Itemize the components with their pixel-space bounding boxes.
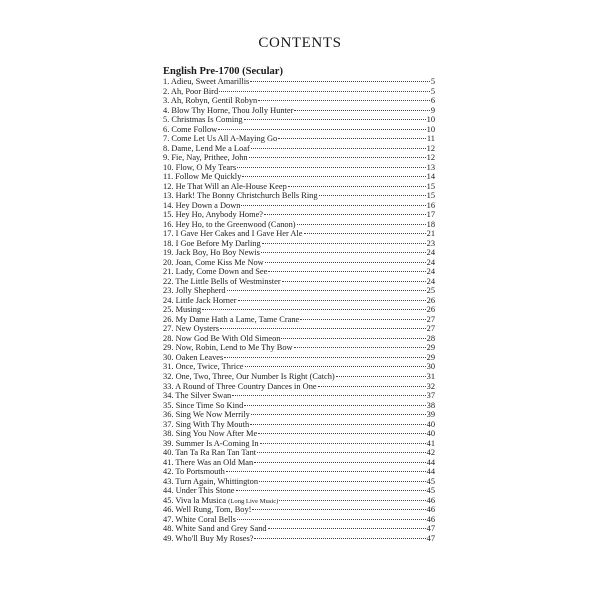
toc-entry [163,467,435,477]
toc-entry-title [163,391,231,401]
toc-entry-page-number: 11 [426,134,435,144]
toc-entry-title [163,296,237,306]
toc-entry-title [163,182,287,192]
toc-entry-title [163,477,258,487]
toc-entry-title-text: 23. Jolly Shepherd [163,286,226,296]
toc-entry-title-text: 3. Ah, Robyn, Gentil Robyn [163,96,258,106]
toc-entry-title-text: 20. Joan, Come Kiss Me Now [163,257,264,267]
dot-leader [252,509,425,510]
dot-leader [250,81,430,82]
dot-leader [260,443,426,444]
toc-entry-title [163,191,318,201]
toc-entry-list [163,77,435,543]
toc-entry [163,334,435,344]
toc-entry-title [163,248,260,258]
toc-entry-title-text: 14. Hey Down a Down [163,200,241,210]
toc-entry [163,477,435,487]
toc-entry-page-number: 5 [430,86,435,96]
toc-entry [163,96,435,106]
toc-entry-page-number: 9 [430,105,435,115]
toc-entry-title [163,229,303,239]
toc-entry [163,220,435,230]
toc-entry-page-number: 14 [426,172,435,182]
toc-entry-title-text: 34. The Silver Swan [163,391,232,401]
toc-entry-title [163,324,219,334]
toc-entry-page-number: 27 [426,324,435,334]
toc-entry-title-text: 49. Who'll Buy My Roses? [163,533,254,543]
dot-leader [300,319,425,320]
toc-entry-title-text: 36. Sing We Now Merrily [163,410,250,420]
dot-leader [297,224,426,225]
toc-entry [163,248,435,258]
toc-entry-title [163,448,256,458]
toc-entry-title-text: 40. Tan Ta Ra Ran Tan Tant [163,448,257,458]
dot-leader [258,433,425,434]
toc-entry-title [163,96,257,106]
toc-entry-page-number: 46 [426,495,435,505]
toc-entry-title-text: 9. Fie, Nay, Prithee, John [163,153,248,163]
toc-entry-page-number: 45 [426,486,435,496]
dot-leader [268,271,425,272]
toc-entry [163,420,435,430]
toc-entry [163,239,435,249]
toc-entry-title-text: 39. Summer Is A-Coming In [163,438,259,448]
toc-entry-title-text: 1. Adieu, Sweet Amarillis [163,77,250,86]
toc-entry-page-number: 32 [426,381,435,391]
toc-entry-page-number: 17 [426,210,435,220]
toc-entry-title [163,467,225,477]
toc-entry [163,315,435,325]
toc-entry-page-number: 29 [426,343,435,353]
toc-entry-title [163,115,243,125]
toc-entry [163,153,435,163]
toc-entry-page-number: 15 [426,181,435,191]
dot-leader [265,262,426,263]
toc-entry [163,134,435,144]
toc-entry-page-number: 21 [426,229,435,239]
toc-entry [163,305,435,315]
toc-entry [163,353,435,363]
toc-entry-title [163,420,249,430]
toc-entry-page-number: 6 [430,96,435,106]
toc-entry-title-text: 12. He That Will an Ale-House Keep [163,181,287,191]
toc-entry-page-number: 39 [426,410,435,420]
toc-entry [163,343,435,353]
toc-entry-page-number: 24 [426,257,435,267]
dot-leader [279,500,425,501]
toc-entry-page-number: 41 [426,438,435,448]
section-heading: English Pre-1700 (Secular) [163,66,283,77]
toc-entry-title [163,220,296,230]
toc-entry-page-number: 12 [426,153,435,163]
toc-entry [163,172,435,182]
dot-leader [261,252,426,253]
toc-entry [163,372,435,382]
dot-leader [251,414,426,415]
toc-entry-title-text: 27. New Oysters [163,324,220,334]
toc-entry-page-number: 46 [426,505,435,515]
toc-entry-title [163,134,277,144]
toc-entry [163,144,435,154]
dot-leader [236,490,426,491]
toc-entry-title-text: 21. Lady, Come Down and See [163,267,268,277]
dot-leader [319,195,426,196]
toc-entry-title [163,239,261,249]
toc-entry [163,286,435,296]
toc-entry-title-text: 11. Follow Me Quickly [163,172,242,182]
toc-entry [163,324,435,334]
toc-entry-title [163,172,241,182]
dot-leader [232,395,425,396]
toc-entry-page-number: 44 [426,467,435,477]
toc-entry-page-number: 44 [426,457,435,467]
toc-entry-title-text: 38. Sing You Now After Me [163,429,258,439]
toc-entry-title-text: 4. Blow Thy Horne, Thou Jolly Hunter [163,105,294,115]
toc-entry [163,534,435,544]
toc-entry-page-number: 13 [426,162,435,172]
toc-entry [163,125,435,135]
toc-entry-title-text: 31. Once, Twice, Thrice [163,362,244,372]
dot-leader [249,157,426,158]
dot-leader [294,110,429,111]
dot-leader [241,205,425,206]
toc-entry-title-text: 46. Well Rung, Tom, Boy! [163,505,252,515]
dot-leader [318,386,426,387]
toc-entry [163,106,435,116]
toc-entry-title [163,343,293,353]
toc-entry-title-text: 47. White Coral Bells [163,514,236,524]
toc-entry [163,191,435,201]
toc-entry-title [163,439,259,449]
toc-entry-title-text: 29. Now, Robin, Lend to Me Thy Bow [163,343,293,353]
toc-entry-title [163,277,281,287]
dot-leader [336,376,426,377]
toc-entry-title [163,353,223,363]
toc-entry-title-text: 26. My Dame Hath a Lame, Tame Crane [163,314,300,324]
toc-entry [163,524,435,534]
toc-entry-page-number: 38 [426,400,435,410]
toc-entry-title [163,515,236,525]
dot-leader [242,176,425,177]
toc-entry-title [163,410,250,420]
toc-entry-title-text: 15. Hey Ho, Anybody Home? [163,210,264,220]
toc-entry [163,267,435,277]
toc-entry-title-text: 42. To Portsmouth [163,467,225,477]
toc-entry-page-number: 46 [426,514,435,524]
toc-entry-page-number: 30 [426,362,435,372]
dot-leader [244,119,426,120]
toc-entry [163,439,435,449]
toc-entry-title [163,267,267,277]
toc-entry-title [163,401,243,411]
toc-entry-title [163,106,293,116]
toc-entry-title-text: 28. Now God Be With Old Simeon [163,333,281,343]
toc-entry-title [163,534,253,544]
dot-leader [254,538,425,539]
toc-entry-title [163,505,251,515]
dot-leader [262,243,426,244]
toc-entry [163,448,435,458]
dot-leader [259,481,426,482]
toc-entry-page-number: 24 [426,276,435,286]
dot-leader [238,300,426,301]
toc-entry-title-text: 41. There Was an Old Man [163,457,254,467]
toc-entry-title [163,382,317,392]
toc-entry [163,486,435,496]
toc-entry [163,229,435,239]
toc-entry-page-number: 24 [426,267,435,277]
toc-entry [163,296,435,306]
dot-leader [288,186,426,187]
toc-entry-title [163,305,201,315]
dot-leader [264,214,426,215]
toc-entry-page-number: 40 [426,419,435,429]
toc-entry-title [163,524,267,534]
toc-entry-title [163,286,226,296]
toc-entry-page-number: 47 [426,533,435,543]
toc-entry-title-text: 18. I Goe Before My Darling [163,238,261,248]
toc-entry-title-text: 6. Come Follow [163,124,218,134]
toc-entry [163,77,435,87]
toc-entry-title [163,77,249,87]
toc-entry-title [163,258,264,268]
toc-entry-title-text: 2. Ah, Poor Bird [163,86,219,96]
toc-entry-title-text: 24. Little Jack Horner [163,295,237,305]
dot-leader [294,347,426,348]
toc-entry [163,182,435,192]
toc-entry-title-text: 13. Hark! The Bonny Christchurch Bells Ring [163,191,318,201]
toc-entry-title [163,210,263,220]
toc-entry-title-text: 25. Musing [163,305,202,315]
dot-leader [224,357,425,358]
toc-entry-title [163,486,235,496]
dot-leader [244,405,425,406]
dot-leader [245,366,426,367]
toc-entry-title [163,372,335,382]
dot-leader [220,328,426,329]
toc-entry [163,410,435,420]
toc-entry-title-text: 5. Christmas Is Coming [163,115,243,125]
dot-leader [268,528,426,529]
dot-leader [282,281,426,282]
dot-leader [278,138,426,139]
toc-entry-page-number: 10 [426,124,435,134]
toc-entry-title [163,334,280,344]
toc-entry-page-number: 37 [426,391,435,401]
toc-entry-title-text: 35. Since Time So Kind [163,400,244,410]
dot-leader [254,462,425,463]
toc-entry-title-text: 45. Viva la Musica [163,495,227,505]
toc-entry-title [163,429,257,439]
toc-entry-page-number: 18 [426,219,435,229]
toc-entry-page-number: 5 [430,77,435,86]
toc-entry [163,87,435,97]
toc-entry [163,210,435,220]
toc-entry-page-number: 40 [426,429,435,439]
dot-leader [237,167,425,168]
toc-entry-title [163,87,218,97]
dot-leader [304,233,426,234]
toc-entry [163,277,435,287]
toc-entry-title [163,163,236,173]
toc-entry-title-text: 30. Oaken Leaves [163,352,224,362]
toc-entry-title-text: 7. Come Let Us All A-Maying Go [163,134,278,144]
toc-entry-page-number: 27 [426,314,435,324]
dot-leader [226,471,426,472]
toc-entry [163,201,435,211]
toc-entry-page-number: 26 [426,295,435,305]
table-of-contents [163,66,435,543]
toc-entry-title-text: 19. Jack Boy, Ho Boy Newis [163,248,260,258]
toc-entry-page-number: 45 [426,476,435,486]
toc-entry [163,505,435,515]
toc-entry-title [163,201,240,211]
toc-entry [163,115,435,125]
toc-entry-page-number: 23 [426,238,435,248]
toc-entry-title-text: 43. Turn Again, Whittington [163,476,259,486]
toc-entry-title [163,458,253,468]
toc-entry-title [163,125,217,135]
toc-entry [163,382,435,392]
toc-entry [163,391,435,401]
dot-leader [250,424,425,425]
toc-entry-page-number: 42 [426,448,435,458]
dot-leader [258,100,430,101]
page-title: CONTENTS [258,35,342,51]
toc-entry-title-text: 37. Sing With Thy Mouth [163,419,250,429]
toc-entry-title-text: 8. Dame, Lend Me a Loaf [163,143,250,153]
toc-entry [163,401,435,411]
toc-entry-page-number: 24 [426,248,435,258]
toc-entry-title [163,144,250,154]
toc-entry-title-text: 44. Under This Stone [163,486,235,496]
toc-entry-title-text: 33. A Round of Three Country Dances in One [163,381,317,391]
toc-entry-title [163,362,244,372]
dot-leader [202,309,425,310]
toc-entry [163,362,435,372]
toc-entry-title [163,153,248,163]
toc-entry [163,429,435,439]
toc-entry-page-number: 26 [426,305,435,315]
dot-leader [251,148,426,149]
toc-entry-title-text: 32. One, Two, Three, Our Number Is Right (Catch) [163,371,335,381]
toc-entry-page-number: 31 [426,371,435,381]
toc-entry-title [163,315,299,325]
toc-entry-page-number: 28 [426,333,435,343]
toc-entry-page-number: 16 [426,200,435,210]
toc-entry [163,163,435,173]
toc-entry [163,458,435,468]
toc-entry-title-text: 22. The Little Bells of Westminster [163,276,281,286]
toc-entry-page-number: 15 [426,191,435,201]
toc-entry-page-number: 10 [426,115,435,125]
dot-leader [237,519,426,520]
toc-entry [163,515,435,525]
toc-entry-title-text: 17. I Gave Her Cakes and I Gave Her Ale [163,229,303,239]
toc-entry-page-number: 25 [426,286,435,296]
toc-entry-title-text: 16. Hey Ho, to the Greenwood (Canon) [163,219,296,229]
toc-entry-title-text: 10. Flow, O My Tears [163,162,237,172]
toc-entry [163,496,435,506]
dot-leader [219,91,430,92]
toc-entry [163,258,435,268]
toc-entry-page-number: 29 [426,352,435,362]
toc-entry-page-number: 12 [426,143,435,153]
dot-leader [218,129,425,130]
dot-leader [281,338,425,339]
toc-entry-title-note: (Long Live Music) [228,497,279,505]
dot-leader [257,452,426,453]
toc-entry-title-text: 48. White Sand and Grey Sand [163,524,267,534]
dot-leader [227,290,426,291]
toc-entry-page-number: 47 [426,524,435,534]
